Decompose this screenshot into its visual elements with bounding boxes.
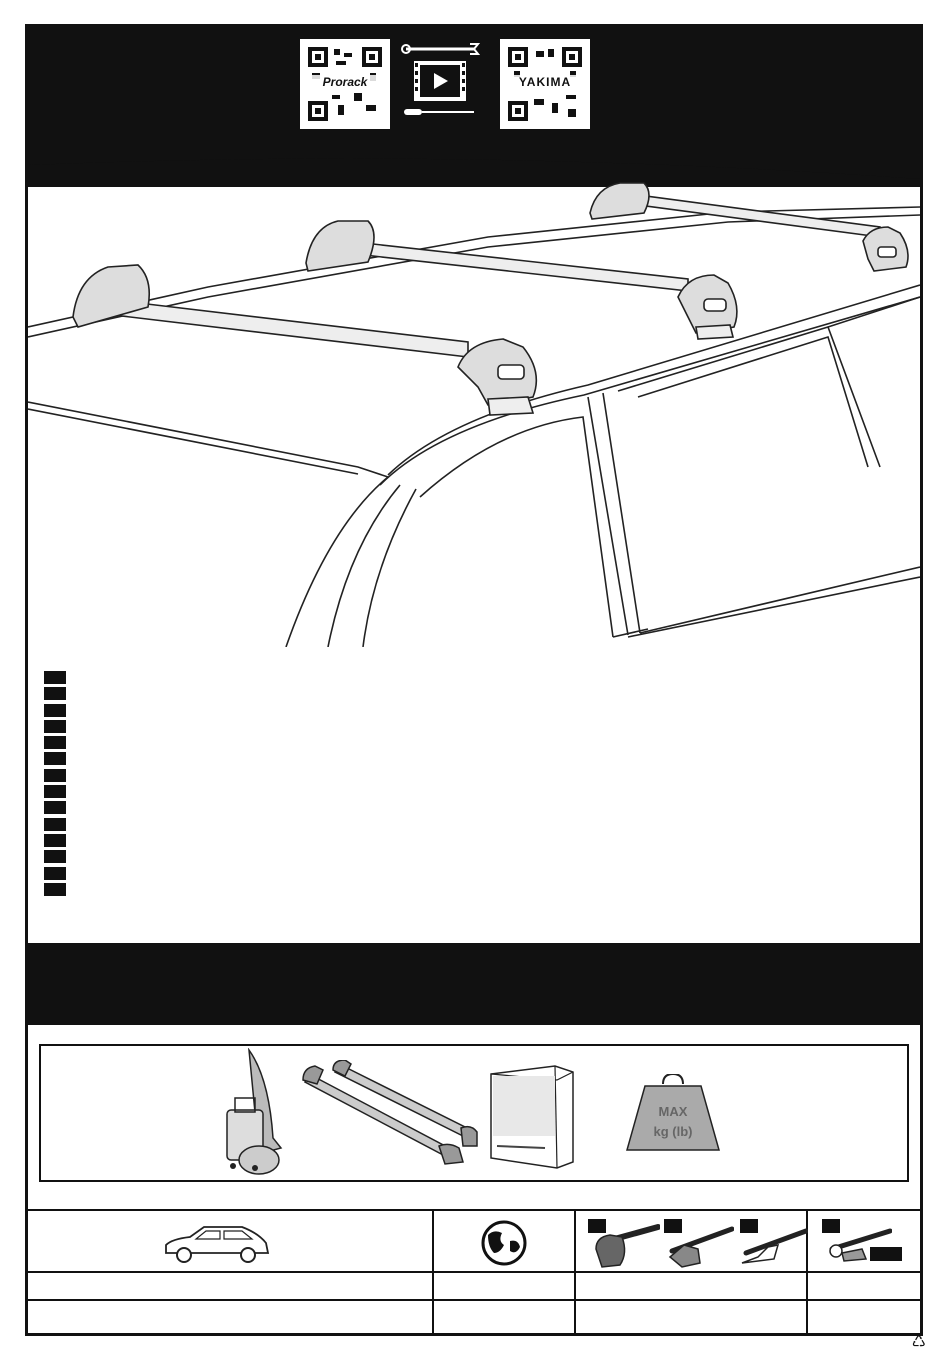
instruction-sheet [25,24,923,1336]
language-badge [44,785,66,798]
language-badge [44,801,66,814]
qr-code-yakima[interactable] [500,39,590,129]
video-icon[interactable] [400,41,480,121]
middle-crossbar [306,221,737,339]
qr-code-prorack[interactable] [300,39,390,129]
language-badge [44,818,66,831]
yakima-logo: YAKIMA [502,75,588,89]
region-column [434,1211,576,1335]
wrench-icon [402,44,478,54]
table-row [28,1299,920,1301]
language-badge [44,834,66,847]
language-badge [44,752,66,765]
clamp-foot-icon [738,1223,808,1271]
language-badge [44,687,66,700]
foot-pack-icon [590,1223,660,1271]
language-badge [44,883,66,896]
title-band [28,943,920,1025]
language-list [44,671,68,899]
fitting-kit-box-icon [485,1060,577,1170]
weight-unit-text: kg (lb) [653,1124,693,1139]
vehicle-column [28,1211,434,1335]
recycle-icon: ♺ [911,1334,926,1351]
luggage-icon [219,1048,285,1178]
vehicle-fit-table [28,1209,920,1335]
max-load-weight-icon [623,1074,723,1154]
language-badge [44,736,66,749]
language-badge [44,850,66,863]
weight-max-text: MAX [658,1104,688,1119]
fitting-type-column [576,1211,808,1335]
language-badge [44,720,66,733]
crossbars-icon [299,1060,479,1170]
table-row [28,1271,920,1273]
rail-foot-icon [664,1223,734,1271]
accessory-column [808,1211,920,1335]
language-badge [44,867,66,880]
language-badge [44,671,66,684]
language-badge [44,704,66,717]
kit-contents-box [39,1044,909,1182]
rear-crossbar [590,183,908,271]
screwdriver-icon [404,109,474,115]
vehicle-roof-drawing [28,167,920,647]
prorack-logo: Prorack [302,75,388,89]
car-icon [162,1221,272,1267]
language-badge [44,769,66,782]
front-crossbar [73,265,536,415]
flush-rail-foot-icon [822,1225,892,1265]
globe-icon [480,1219,528,1267]
